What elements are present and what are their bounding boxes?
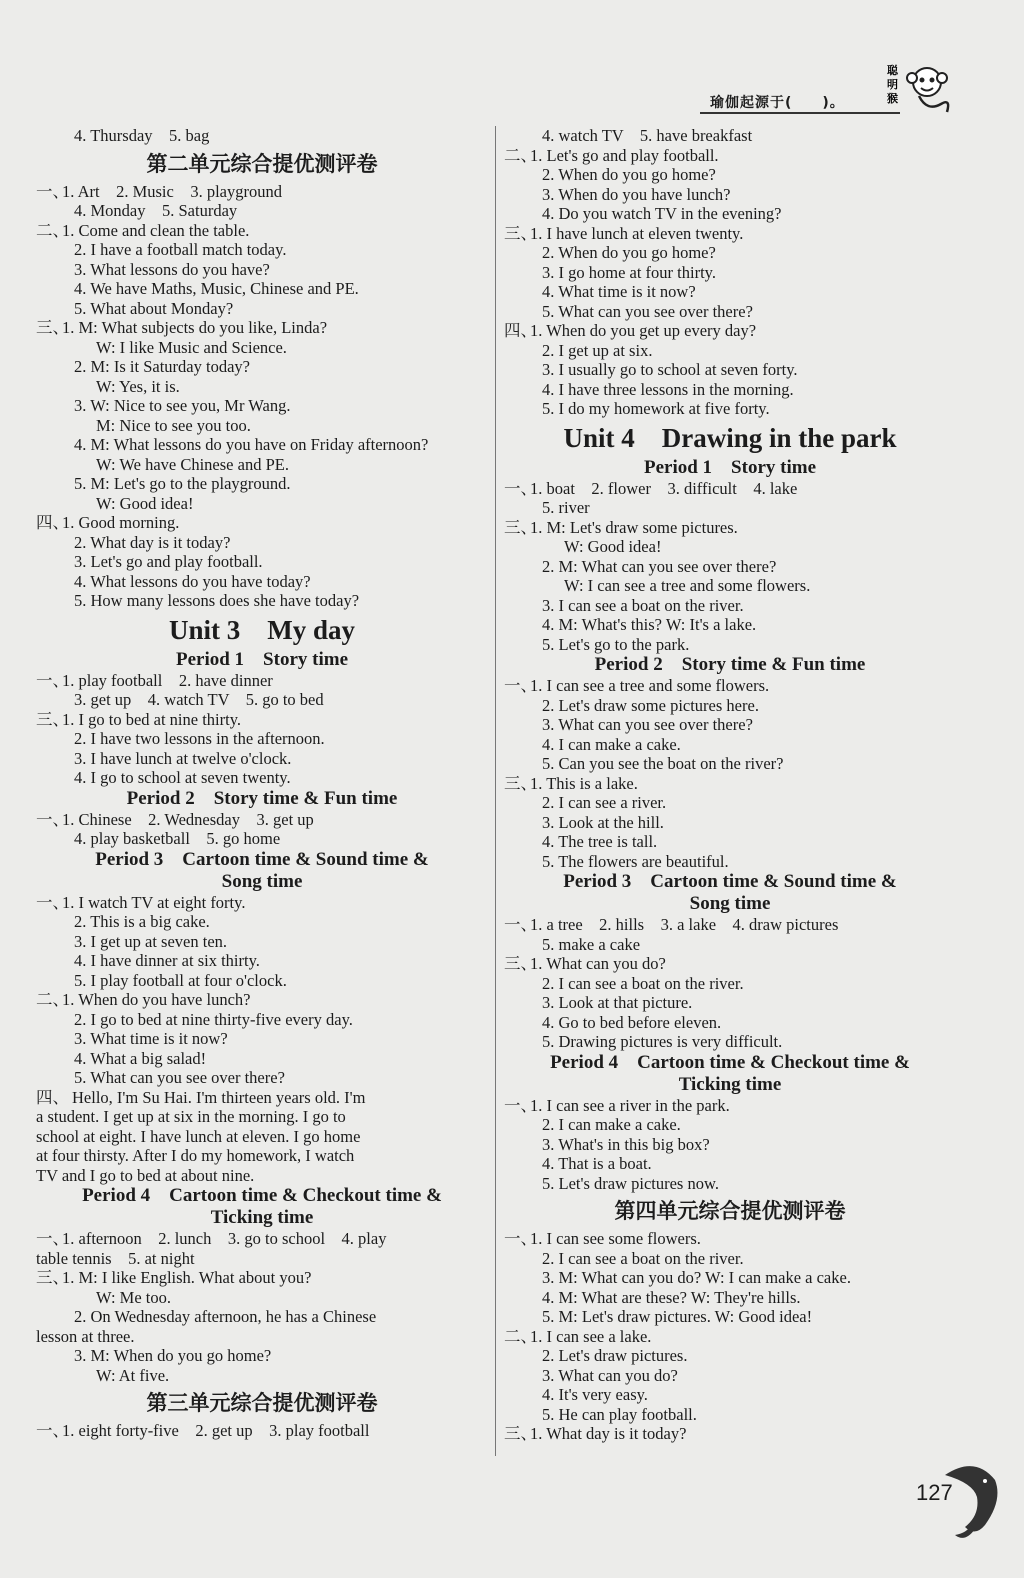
answer-line	[36, 1307, 488, 1327]
answer-text: 4. I go to school at seven twenty.	[74, 768, 291, 787]
answer-line	[504, 557, 956, 577]
question-number: 二、	[504, 1326, 537, 1346]
answer-line	[504, 479, 956, 499]
answer-text: 5. make a cake	[542, 934, 641, 954]
answer-text: 5. The flowers are beautiful.	[542, 851, 729, 871]
answer-line	[36, 671, 488, 691]
answer-text: 3. What's in this big box?	[542, 1134, 710, 1154]
answer-text: 5. Drawing pictures is very difficult.	[542, 1032, 783, 1051]
column-divider	[495, 126, 496, 1456]
answer-line	[504, 615, 956, 635]
answer-text: 3. Look at that picture.	[542, 993, 693, 1012]
answer-line	[36, 990, 488, 1010]
answer-line	[504, 1096, 956, 1116]
answer-line	[36, 416, 488, 436]
answer-line	[504, 576, 956, 596]
answer-text: 2. What day is it today?	[74, 532, 231, 552]
period-title: Song time	[221, 870, 303, 892]
answer-line	[36, 1249, 488, 1269]
answer-line	[36, 396, 488, 416]
answer-text: school at eight. I have lunch at eleven. I go home	[36, 1126, 361, 1146]
question-number: 一、	[36, 181, 69, 201]
answer-line	[504, 1405, 956, 1425]
answer-text: 3. M: When do you go home?	[74, 1346, 272, 1365]
answer-text: 1. I watch TV at eight forty.	[62, 892, 246, 912]
answer-line	[36, 1288, 488, 1308]
answer-line	[36, 474, 488, 494]
answer-line	[504, 498, 956, 518]
answer-text: 1. Art 2. Music 3. playground	[62, 181, 282, 201]
answer-text: at four thirsty. After I do my homework, I watch	[36, 1146, 355, 1165]
answer-line	[504, 754, 956, 774]
answer-line	[36, 1049, 488, 1069]
answer-text: 1. This is a lake.	[530, 773, 638, 793]
answer-text: 1. Let's go and play football.	[530, 145, 719, 165]
unit-title: Unit 4 Drawing in the park	[563, 422, 897, 453]
header-rule	[700, 112, 900, 114]
period-title: Period 1 Story time	[175, 648, 348, 670]
answer-text: 3. When do you have lunch?	[542, 184, 731, 204]
answer-text: 3. Let's go and play football.	[74, 552, 263, 571]
answer-line	[36, 455, 488, 475]
question-number: 一、	[36, 670, 69, 690]
answer-text: 1. Come and clean the table.	[62, 220, 250, 240]
answer-text: 4. Do you watch TV in the evening?	[542, 204, 782, 223]
answer-line	[36, 126, 488, 146]
period-title: Period 3 Cartoon time & Sound time &	[95, 848, 429, 870]
answer-text: W: We have Chinese and PE.	[96, 454, 289, 474]
answer-line	[36, 572, 488, 592]
riddle-text: 瑜伽起源于( )。	[710, 95, 845, 111]
answer-line	[36, 533, 488, 553]
answer-text: 4. I have three lessons in the morning.	[542, 379, 794, 399]
answer-text: 3. What lessons do you have?	[74, 259, 270, 279]
answer-line	[36, 1029, 488, 1049]
answer-line	[504, 146, 956, 166]
answer-text: 2. M: What can you see over there?	[542, 556, 777, 576]
question-number: 三、	[504, 954, 537, 973]
answer-text: 2. I have a football match today.	[74, 240, 287, 259]
answer-text: 3. What can you do?	[542, 1365, 678, 1385]
question-number: 一、	[504, 478, 537, 498]
answer-text: W: Yes, it is.	[96, 376, 180, 396]
answer-text: 4. Monday 5. Saturday	[74, 201, 238, 220]
answer-line	[36, 1166, 488, 1186]
answer-line	[504, 321, 956, 341]
answer-text: 3. get up 4. watch TV 5. go to bed	[74, 690, 324, 709]
answer-text: 5. What can you see over there?	[542, 301, 753, 321]
page-header	[700, 70, 910, 112]
answer-line	[36, 260, 488, 280]
answer-text: 4. The tree is tall.	[542, 832, 658, 851]
answer-line	[504, 1135, 956, 1155]
answer-text: 4. What time is it now?	[542, 282, 696, 301]
answer-line	[36, 201, 488, 221]
answer-line	[504, 1174, 956, 1194]
answer-text: 3. What can you see over there?	[542, 715, 753, 734]
answer-text: 4. M: What lessons do you have on Friday afternoon?	[74, 435, 429, 454]
question-number: 一、	[504, 676, 537, 695]
question-number: 三、	[504, 1424, 537, 1443]
monkey-logo	[885, 60, 965, 120]
answer-line	[36, 971, 488, 991]
answer-text: 2. Let's draw pictures.	[542, 1346, 688, 1365]
answer-line	[504, 243, 956, 263]
answer-line	[36, 1107, 488, 1127]
answer-line	[36, 338, 488, 358]
answer-line	[504, 1288, 956, 1308]
answer-text: 1. I can see some flowers.	[530, 1229, 701, 1248]
question-number: 一、	[36, 892, 69, 912]
period-title: Ticking time	[678, 1073, 782, 1095]
answer-text: 1. When do you get up every day?	[530, 321, 757, 340]
period-title: Period 4 Cartoon time & Checkout time &	[550, 1051, 910, 1073]
answer-line	[504, 518, 956, 538]
answer-text: 1. I have lunch at eleven twenty.	[530, 223, 744, 243]
answer-text: 5. I do my homework at five forty.	[542, 399, 770, 418]
answer-line	[504, 1268, 956, 1288]
answer-text: 1. When do you have lunch?	[62, 990, 251, 1009]
answer-text: 2. M: Is it Saturday today?	[74, 357, 250, 376]
answer-line	[504, 915, 956, 935]
answer-line	[504, 832, 956, 852]
answer-line	[504, 1013, 956, 1033]
answer-line	[36, 951, 488, 971]
answer-line	[36, 749, 488, 769]
answer-line	[504, 302, 956, 322]
answer-line	[504, 676, 956, 696]
answer-text: lesson at three.	[36, 1326, 135, 1346]
answer-line	[36, 1327, 488, 1347]
answer-line	[504, 735, 956, 755]
answer-line	[36, 729, 488, 749]
period-title: Period 2 Story time & Fun time	[594, 654, 866, 675]
answer-text: 3. W: Nice to see you, Mr Wang.	[74, 396, 291, 415]
answer-text: 1. Chinese 2. Wednesday 3. get up	[62, 809, 314, 829]
answer-text: 1. I can see a river in the park.	[530, 1095, 730, 1115]
answer-text: 5. river	[542, 498, 590, 517]
answer-text: 1. afternoon 2. lunch 3. go to school 4. play	[62, 1229, 387, 1248]
answer-text: W: At five.	[96, 1365, 170, 1385]
answer-text: 4. play basketball 5. go home	[74, 829, 281, 848]
answers-left-column	[36, 126, 488, 1441]
answer-text: 4. Go to bed before eleven.	[542, 1012, 722, 1032]
answer-text: 1. a tree 2. hills 3. a lake 4. draw pictures	[530, 915, 839, 934]
period-title: Period 1 Story time	[643, 456, 816, 478]
answer-line	[504, 596, 956, 616]
answer-line	[36, 893, 488, 913]
answer-text: 1. M: Let's draw some pictures.	[530, 517, 738, 537]
answer-text: 5. Let's draw pictures now.	[542, 1173, 719, 1193]
answer-line	[36, 1088, 488, 1108]
answer-line	[36, 1127, 488, 1147]
answer-text: M: Nice to see you too.	[96, 415, 251, 435]
answer-line	[504, 793, 956, 813]
answer-line	[36, 240, 488, 260]
answer-text: W: Good idea!	[564, 537, 662, 556]
answer-line	[36, 1421, 488, 1441]
answer-line	[504, 974, 956, 994]
answer-text: 5. I play football at four o'clock.	[74, 970, 287, 990]
answer-line	[504, 954, 956, 974]
answer-text: 1. What day is it today?	[530, 1424, 687, 1443]
answers-right-column	[504, 126, 956, 1444]
answer-text: 5. Can you see the boat on the river?	[542, 754, 784, 773]
answer-line	[504, 360, 956, 380]
question-number: 一、	[504, 1229, 537, 1248]
answer-line	[36, 299, 488, 319]
answer-line	[504, 1385, 956, 1405]
question-number: 二、	[36, 990, 69, 1009]
answer-line	[504, 1032, 956, 1052]
answer-text: 3. What time is it now?	[74, 1029, 228, 1048]
answer-text: 4. That is a boat.	[542, 1154, 652, 1173]
svg-text:明: 明	[887, 78, 898, 91]
answer-text: 3. I go home at four thirty.	[542, 262, 716, 282]
question-number: 三、	[504, 223, 537, 243]
answer-line	[504, 1249, 956, 1269]
answer-line	[36, 690, 488, 710]
answer-text: 4. M: What's this? W: It's a lake.	[542, 615, 757, 634]
period-title: Period 4 Cartoon time & Checkout time &	[82, 1185, 442, 1206]
question-number: 三、	[504, 517, 537, 537]
question-number: 四、	[36, 513, 69, 532]
answer-line	[36, 1346, 488, 1366]
answer-line	[504, 1307, 956, 1327]
svg-text:猴: 猴	[887, 92, 898, 105]
answer-text: 5. What about Monday?	[74, 298, 234, 318]
answer-text: table tennis 5. at night	[36, 1248, 195, 1268]
answer-line	[504, 635, 956, 655]
answer-text: W: I can see a tree and some flowers.	[564, 576, 811, 595]
answer-line	[36, 1010, 488, 1030]
answer-line	[36, 494, 488, 514]
answer-text: 4. It's very easy.	[542, 1385, 648, 1404]
period-title: Period 2 Story time & Fun time	[126, 787, 398, 809]
answer-text: 4. I have dinner at six thirty.	[74, 951, 260, 970]
unit-title: Unit 3 My day	[168, 614, 355, 645]
answer-line	[36, 1366, 488, 1386]
section-title: 第二单元综合提优测评卷	[146, 151, 378, 176]
answer-line	[36, 829, 488, 849]
answer-line	[504, 341, 956, 361]
answer-line	[504, 537, 956, 557]
answer-text: 1. What can you do?	[530, 954, 666, 973]
answer-text: 2. Let's draw some pictures here.	[542, 695, 759, 715]
answer-text: 2. I can make a cake.	[542, 1115, 681, 1134]
answer-line	[504, 399, 956, 419]
question-number: 三、	[36, 709, 69, 729]
answer-text: 4. Thursday 5. bag	[74, 126, 210, 145]
answer-line	[36, 182, 488, 202]
question-number: 一、	[36, 1229, 69, 1248]
question-number: 四、	[504, 321, 537, 340]
answer-text: W: I like Music and Science.	[96, 337, 287, 357]
answer-text: 5. What can you see over there?	[74, 1068, 285, 1087]
section-title: 第四单元综合提优测评卷	[614, 1199, 846, 1223]
answer-line	[504, 185, 956, 205]
answer-line	[36, 810, 488, 830]
answer-text: 5. Let's go to the park.	[542, 634, 690, 654]
answer-text: 1. I go to bed at nine thirty.	[62, 709, 242, 729]
answer-text: 5. How many lessons does she have today?	[74, 591, 360, 610]
answer-text: 1. boat 2. flower 3. difficult 4. lake	[530, 478, 798, 498]
question-number: 四、	[36, 1087, 69, 1107]
question-number: 二、	[504, 145, 537, 165]
answer-line	[36, 932, 488, 952]
answer-text: 5. M: Let's draw pictures. W: Good idea!	[542, 1307, 813, 1326]
answer-line	[504, 813, 956, 833]
answer-text: 2. When do you go home?	[542, 243, 716, 262]
answer-line	[36, 377, 488, 397]
answer-text: 5. M: Let's go to the playground.	[74, 474, 291, 493]
answer-text: 3. I usually go to school at seven forty.	[542, 360, 798, 379]
answer-line	[504, 126, 956, 146]
answer-line	[36, 591, 488, 611]
answer-text: 4. What lessons do you have today?	[74, 571, 311, 591]
answer-text: 2. When do you go home?	[542, 165, 716, 184]
answer-line	[36, 435, 488, 455]
answer-text: a student. I get up at six in the morning. I go to	[36, 1107, 346, 1126]
answer-text: 1. Good morning.	[62, 513, 180, 532]
question-number: 三、	[36, 318, 69, 337]
answer-text: 1. M: What subjects do you like, Linda?	[62, 318, 328, 337]
answer-line	[36, 221, 488, 241]
question-number: 三、	[504, 773, 537, 793]
answer-text: W: Good idea!	[96, 493, 194, 513]
answer-line	[504, 1366, 956, 1386]
page-number: 127	[916, 1480, 953, 1505]
answer-line	[504, 1327, 956, 1347]
answer-text: 3. M: What can you do? W: I can make a cake.	[542, 1268, 851, 1287]
period-title: Period 3 Cartoon time & Sound time &	[563, 871, 897, 892]
answer-line	[504, 380, 956, 400]
question-number: 二、	[36, 220, 69, 240]
question-number: 一、	[504, 1095, 537, 1115]
answer-line	[504, 852, 956, 872]
answer-line	[504, 263, 956, 283]
answer-line	[504, 224, 956, 244]
answer-line	[504, 204, 956, 224]
svg-text:聪: 聪	[887, 64, 898, 77]
period-title: Song time	[689, 893, 771, 914]
answer-line	[504, 282, 956, 302]
answer-text: 2. I get up at six.	[542, 340, 653, 360]
question-number: 一、	[36, 1421, 69, 1440]
answer-line	[504, 1154, 956, 1174]
answer-line	[504, 1115, 956, 1135]
question-number: 三、	[36, 1268, 69, 1287]
period-title: Ticking time	[210, 1207, 314, 1228]
answer-text: 1. eight forty-five 2. get up 3. play football	[62, 1421, 370, 1440]
answer-text: 2. I can see a boat on the river.	[542, 1248, 744, 1268]
answer-text: 2. On Wednesday afternoon, he has a Chinese	[74, 1307, 377, 1326]
answer-text: 2. I can see a river.	[542, 793, 667, 812]
answer-text: 1. I can see a tree and some flowers.	[530, 676, 770, 695]
answer-line	[504, 696, 956, 716]
answer-line	[36, 279, 488, 299]
answer-line	[504, 1424, 956, 1444]
question-number: 一、	[36, 809, 69, 829]
answer-text: 4. watch TV 5. have breakfast	[542, 126, 753, 145]
answer-text: 2. I go to bed at nine thirty-five every day.	[74, 1009, 353, 1029]
answer-text: Hello, I'm Su Hai. I'm thirteen years old. I'm	[72, 1087, 366, 1107]
section-title: 第三单元综合提优测评卷	[146, 1391, 378, 1415]
answer-text: 3. I can see a boat on the river.	[542, 595, 744, 615]
answer-line	[504, 1229, 956, 1249]
answer-line	[36, 513, 488, 533]
answer-line	[36, 912, 488, 932]
answer-text: TV and I go to bed at about nine.	[36, 1165, 255, 1185]
answer-text: W: Me too.	[96, 1287, 171, 1307]
answer-text: 1. I can see a lake.	[530, 1326, 652, 1346]
answer-text: 1. M: I like English. What about you?	[62, 1268, 312, 1287]
answer-line	[36, 357, 488, 377]
answer-line	[504, 935, 956, 955]
answer-text: 2. I have two lessons in the afternoon.	[74, 729, 325, 748]
answer-text: 2. I can see a boat on the river.	[542, 973, 744, 993]
answer-line	[36, 1146, 488, 1166]
answer-text: 4. What a big salad!	[74, 1048, 207, 1068]
answer-line	[504, 774, 956, 794]
answer-text: 1. play football 2. have dinner	[62, 670, 273, 690]
answer-line	[504, 715, 956, 735]
answer-line	[504, 1346, 956, 1366]
answer-line	[36, 552, 488, 572]
answer-text: 4. M: What are these? W: They're hills.	[542, 1287, 801, 1307]
answer-text: 2. This is a big cake.	[74, 912, 210, 931]
answer-line	[36, 768, 488, 788]
answer-text: 4. I can make a cake.	[542, 734, 681, 754]
answer-text: 3. I get up at seven ten.	[74, 931, 228, 951]
answer-line	[504, 165, 956, 185]
answer-line	[36, 1068, 488, 1088]
answer-line	[504, 993, 956, 1013]
answer-text: 3. Look at the hill.	[542, 812, 664, 832]
answer-text: 4. We have Maths, Music, Chinese and PE.	[74, 279, 359, 298]
answer-line	[36, 710, 488, 730]
answer-text: 5. He can play football.	[542, 1404, 697, 1424]
answer-line	[36, 1268, 488, 1288]
answer-line	[36, 318, 488, 338]
answer-text: 3. I have lunch at twelve o'clock.	[74, 748, 292, 768]
question-number: 一、	[504, 915, 537, 934]
answer-line	[36, 1229, 488, 1249]
